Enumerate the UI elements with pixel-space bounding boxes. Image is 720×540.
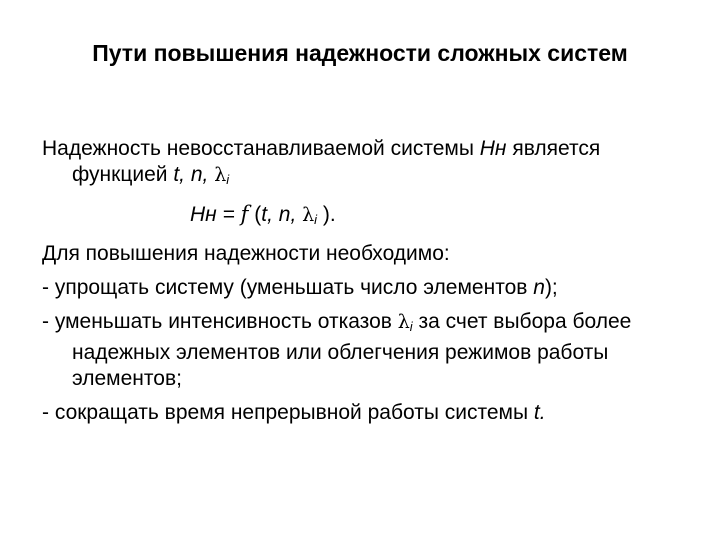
formula-lhs: Нн = xyxy=(190,203,241,226)
p5-text-a: - сокращать время непрерывной работы системы xyxy=(42,401,534,424)
p1-text-a: Надежность невосстанавливаемой системы xyxy=(42,137,480,160)
p1-vars: t, n, xyxy=(173,163,215,186)
list-item-failure-rate xyxy=(42,309,692,392)
paragraph-intro: Для повышения надежности необходимо: xyxy=(42,242,450,265)
slide-body xyxy=(42,136,692,434)
lambda-symbol: λ xyxy=(214,164,227,186)
formula-lambda-subscript: i xyxy=(314,212,318,227)
p4-text-a: - уменьшать интенсивность отказов xyxy=(42,310,398,333)
paragraph-reliability-function xyxy=(42,136,692,193)
list-item-reduce-time xyxy=(42,400,692,426)
formula-close: ). xyxy=(317,203,336,226)
slide-title: Пути повышения надежности сложных систем xyxy=(92,40,628,66)
p4-lambda-subscript: i xyxy=(409,319,413,334)
formula xyxy=(42,201,692,233)
var-n: n xyxy=(533,276,545,299)
p4-lambda-symbol: λ xyxy=(397,311,410,333)
formula-args: t, n, xyxy=(261,203,303,226)
list-item-simplify xyxy=(42,275,692,301)
formula-open: ( xyxy=(248,203,262,226)
formula-function-symbol: f xyxy=(240,202,249,226)
p4-text-b: за счет выбора более надежных элементов или облегчения режимов работы элементов; xyxy=(72,310,632,390)
var-hn: Нн xyxy=(479,137,507,160)
p1-text-b: является функцией xyxy=(72,137,601,186)
formula-lambda-symbol: λ xyxy=(302,204,315,226)
p3-text-a: - упрощать систему (уменьшать число элементов xyxy=(42,276,534,299)
lambda-subscript: i xyxy=(226,172,230,187)
p3-text-b: ); xyxy=(544,276,558,299)
var-t: t. xyxy=(533,401,546,424)
